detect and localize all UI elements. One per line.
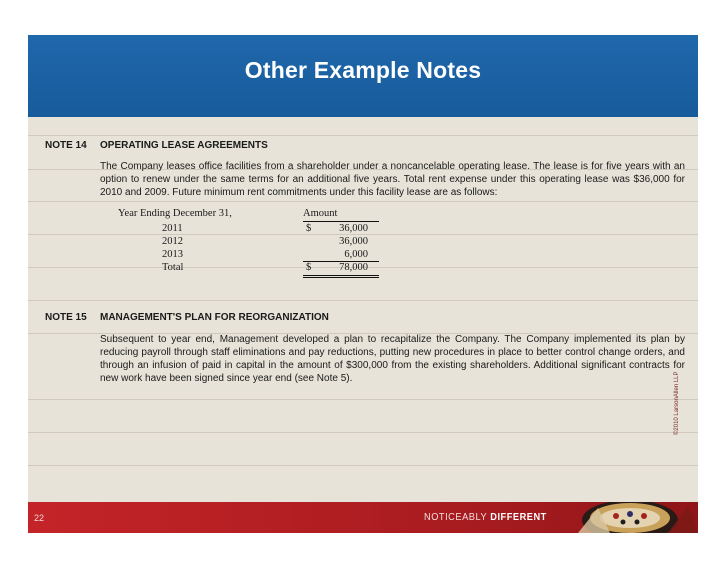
table-total-currency: $ (306, 262, 312, 273)
tagline-bold: DIFFERENT (490, 511, 547, 523)
tagline (424, 511, 547, 523)
slide-title: Other Example Notes (244, 57, 482, 83)
divider (28, 300, 698, 301)
pattern-dot (621, 520, 626, 525)
divider (28, 234, 698, 235)
divider (28, 135, 698, 136)
divider (28, 432, 698, 433)
slide (28, 35, 698, 533)
pattern-dot (641, 513, 647, 519)
divider (28, 465, 698, 466)
note-14-paragraph: The Company leases office facilities from a shareholder under a noncancelable operating lease. The lease is for five years with an option to renew under the same terms for an additional five years. Total rent expense under this operating lease was $36,000 for 2010 and 2009. Future minimum rent commitments under this facility lease are as follows: (100, 161, 685, 198)
table-row-amount: 36,000 (339, 223, 368, 234)
table-row-year: 2011 (162, 223, 183, 234)
note-15-heading: MANAGEMENT'S PLAN FOR REORGANIZATION (100, 312, 329, 323)
copyright-text: ©2010 LarsonAllen LLP (674, 371, 680, 435)
table-row-year: 2013 (162, 249, 183, 260)
table-row-currency: $ (306, 223, 312, 234)
decorative-pattern-image (568, 502, 698, 533)
divider (28, 399, 698, 400)
tagline-light: NOTICEABLY (424, 511, 488, 523)
table-row-amount: 6,000 (344, 249, 368, 260)
header-underline (303, 221, 379, 222)
table-total-amount: 78,000 (339, 262, 368, 273)
table-row-amount: 36,000 (339, 236, 368, 247)
note-14-number: NOTE 14 (45, 140, 87, 151)
page-number: 22 (34, 513, 45, 523)
table-row-year: 2012 (162, 236, 183, 247)
total-double-underline (303, 277, 379, 278)
pattern-dot (635, 520, 640, 525)
pattern-dot (627, 511, 633, 517)
divider (28, 201, 698, 202)
note-15-number: NOTE 15 (45, 312, 87, 323)
pattern-dot (613, 513, 619, 519)
footer-bar (28, 502, 698, 533)
title-bar (28, 35, 698, 117)
table-header-amount: Amount (303, 208, 338, 219)
note-15-paragraph: Subsequent to year end, Management developed a plan to recapitalize the Company. The Company implemented its plan by reducing payroll through staff eliminations and pay reductions, putting new procedures in place to better control change orders, and through an infusion of paid in capital in the amount of $300,000 from the existing shareholders. Additional significant contracts for new work have been signed since year end (see Note 5). (100, 334, 685, 384)
total-double-underline (303, 275, 379, 276)
note-14-heading: OPERATING LEASE AGREEMENTS (100, 140, 268, 151)
table-header-year: Year Ending December 31, (118, 208, 232, 219)
table-total-label: Total (162, 262, 184, 273)
